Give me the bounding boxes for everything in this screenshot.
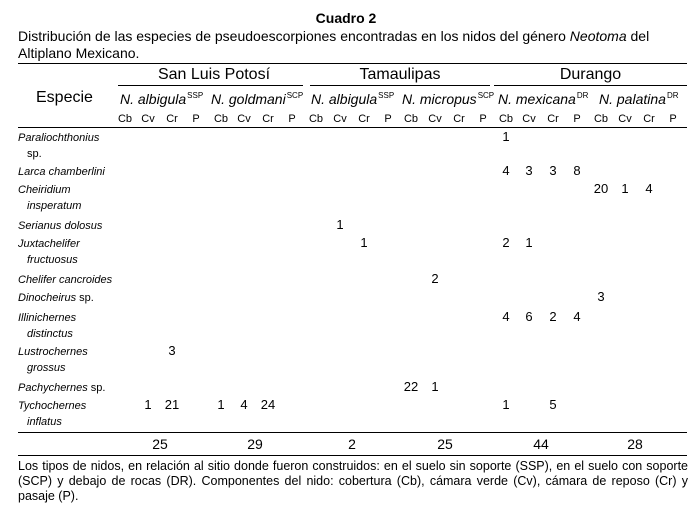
species-name: Illinichernes distinctus [18, 312, 77, 340]
component-header: P [384, 113, 392, 125]
host-total: 29 [247, 436, 263, 452]
bottom-rule [18, 455, 687, 456]
count-cell: 4 [645, 181, 653, 196]
footnote: Los tipos de nidos, en relación al sitio donde fueron construidos: en el suelo sin soporte (SSP), en el suelo con soporte (SCP) y debajo de rocas (DR). Componentes del nido: cobertura (Cb), cámara verde (Cv), cámara de reposo (Cr) y pasaje (P). [18, 459, 688, 503]
count-cell: 1 [525, 235, 533, 250]
host-header: N. albigula$^{SSP}$ [311, 91, 395, 107]
caption-prefix: Distribución de las especies de pseudoescorpiones encontradas en los nidos del género [18, 28, 570, 44]
count-cell: 2 [431, 271, 439, 286]
count-cell: 1 [144, 397, 152, 412]
state-header: Tamaulipas [359, 66, 441, 83]
count-cell: 1 [502, 397, 510, 412]
component-header: Cr [166, 113, 178, 125]
count-cell: 4 [240, 397, 248, 412]
count-cell: 1 [360, 235, 368, 250]
count-cell: 1 [431, 379, 439, 394]
species-name: Larca chamberlini [18, 166, 105, 178]
totals-rule [18, 432, 687, 433]
component-header: Cv [522, 113, 536, 125]
species-name: Chelifer cancroides [18, 274, 113, 286]
host-header: N. goldmani$^{SCP}$ [211, 91, 304, 107]
count-cell: 20 [593, 181, 609, 196]
header-rule [18, 127, 687, 128]
state-header: San Luis Potosí [157, 66, 271, 83]
species-name: Dinocheirus sp. [18, 292, 94, 304]
count-cell: 1 [336, 217, 344, 232]
count-cell: 3 [597, 289, 605, 304]
host-header: N. palatina$^{DR}$ [599, 91, 679, 107]
count-cell: 22 [403, 379, 419, 394]
count-cell: 21 [164, 397, 180, 412]
host-header: N. micropus$^{SCP}$ [402, 91, 495, 107]
caption-suffix: del Altiplano Mexicano. [18, 28, 650, 61]
host-header: N. albigula$^{SSP}$ [120, 91, 204, 107]
component-header: Cb [403, 113, 419, 125]
count-cell: 4 [502, 309, 510, 324]
component-header: Cb [593, 113, 609, 125]
component-header: Cr [262, 113, 274, 125]
component-header: Cr [358, 113, 370, 125]
component-header: P [669, 113, 677, 125]
count-cell: 1 [621, 181, 629, 196]
count-cell: 5 [549, 397, 557, 412]
host-header: N. mexicana$^{DR}$ [498, 91, 589, 107]
count-cell: 6 [525, 309, 533, 324]
component-header: Cb [117, 113, 133, 125]
count-cell: 3 [525, 163, 533, 178]
component-header: Cr [643, 113, 655, 125]
count-cell: 24 [260, 397, 276, 412]
component-header: Cr [453, 113, 465, 125]
count-cell: 4 [502, 163, 510, 178]
top-rule [18, 63, 687, 64]
count-cell: 2 [502, 235, 510, 250]
host-total: 44 [533, 436, 549, 452]
table-title: Cuadro 2 [315, 10, 377, 26]
component-header: Cb [498, 113, 514, 125]
component-header: Cv [237, 113, 251, 125]
species-name: Tychochernes inflatus [18, 400, 87, 428]
component-header: Cv [618, 113, 632, 125]
count-cell: 3 [549, 163, 557, 178]
component-header: Cv [333, 113, 347, 125]
species-name: Paraliochthonius sp. [18, 132, 100, 160]
caption-genus: Neotoma [569, 28, 627, 44]
count-cell: 8 [573, 163, 581, 178]
component-header: P [288, 113, 296, 125]
state-header: Durango [559, 66, 622, 83]
host-total: 28 [627, 436, 643, 452]
species-name: Pachychernes sp. [18, 382, 106, 394]
count-cell: 1 [502, 129, 510, 144]
component-header: Cb [308, 113, 324, 125]
component-header: P [479, 113, 487, 125]
host-total: 2 [348, 436, 356, 452]
count-cell: 2 [549, 309, 557, 324]
component-header: P [573, 113, 581, 125]
count-cell: 1 [217, 397, 225, 412]
component-header: Cv [428, 113, 442, 125]
species-column-header: Especie [36, 89, 93, 106]
species-name: Lustrochernes grossus [18, 346, 88, 374]
species-name: Cheiridium insperatum [18, 184, 82, 212]
state-underline [118, 85, 303, 86]
state-underline [310, 85, 490, 86]
species-name: Juxtachelifer fructuosus [18, 238, 80, 266]
count-cell: 3 [168, 343, 176, 358]
species-name: Serianus dolosus [18, 220, 103, 232]
component-header: Cb [213, 113, 229, 125]
count-cell: 4 [573, 309, 581, 324]
component-header: Cv [141, 113, 155, 125]
host-total: 25 [437, 436, 453, 452]
component-header: Cr [547, 113, 559, 125]
component-header: P [192, 113, 200, 125]
host-total: 25 [152, 436, 168, 452]
state-underline [494, 85, 687, 86]
table-caption [18, 28, 690, 62]
